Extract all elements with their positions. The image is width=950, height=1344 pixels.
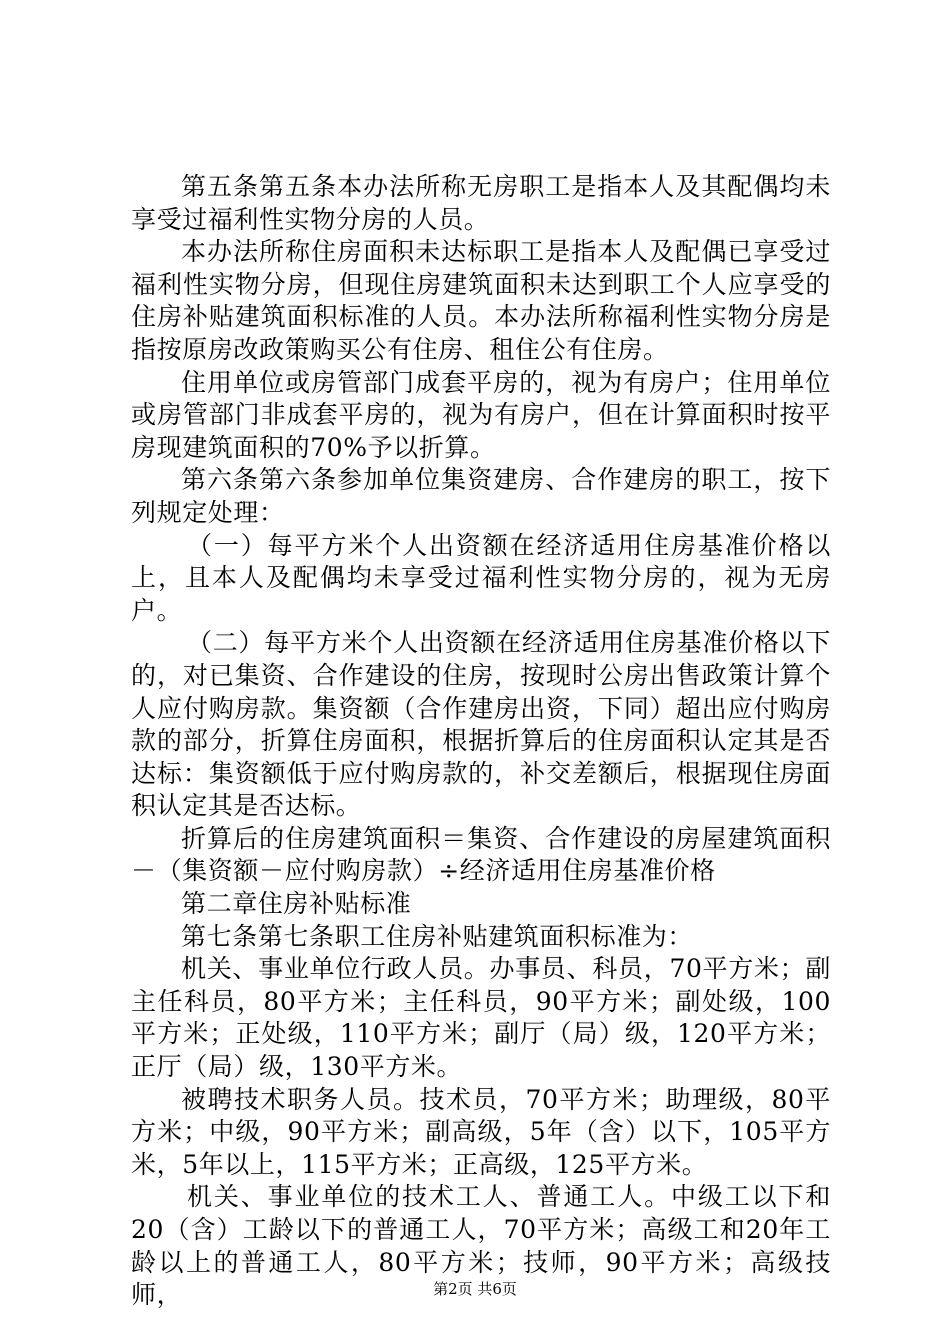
paragraph-workers: 机关、事业单位的技术工人、普通工人。中级工以下和20（含）工龄以下的普通工人，70平方米；高级工和20年工龄以上的普通工人，80平方米；技师，90平方米；高级技师， (131, 1182, 831, 1310)
page-footer: 第2页 共6页 (433, 1280, 517, 1298)
paragraph-article-6: 第六条第六条参加单位集资建房、合作建房的职工，按下列规定处理： (131, 465, 831, 527)
chapter-heading: 第二章住房补贴标准 (181, 889, 412, 919)
paragraph-area-definition: 本办法所称住房面积未达标职工是指本人及配偶已享受过福利性实物分房，但现住房建筑面积未达到职工个人应享受的住房补贴建筑面积标准的人员。本办法所称福利性实物分房是指按原房改政策购买公有住房、租住公有住房。 (131, 237, 831, 364)
paragraph-admin-staff: 机关、事业单位行政人员。办事员、科员，70平方米；副主任科员，80平方米；主任科员，90平方米；副处级，100平方米；正处级，110平方米；副厅（局）级，120平方米；正厅（局）级，130平方米。 (131, 954, 831, 1082)
paragraph-clause-2: （二）每平方米个人出资额在经济适用住房基准价格以下的，对已集资、合作建设的住房，按现时公房出售政策计算个人应付购房款。集资额（合作建房出资，下同）超出应付购房款的部分，折算住房面积，根据折算后的住房面积认定其是否达标：集资额低于应付购房款的，补交差额后，根据现住房面积认定其是否达标。 (131, 628, 831, 821)
document-body (131, 171, 831, 1312)
paragraph-formula: 折算后的住房建筑面积＝集资、合作建设的房屋建筑面积－（集资额－应付购房款）÷经济适用住房基准价格 (131, 823, 831, 886)
paragraph-clause-1: （一）每平方米个人出资额在经济适用住房基准价格以上，且本人及配偶均未享受过福利性实物分房的，视为无房户。 (131, 530, 831, 625)
paragraph-bungalow-rule: 住用单位或房管部门成套平房的，视为有房户；住用单位或房管部门非成套平房的，视为有房户，但在计算面积时按平房现建筑面积的70%予以折算。 (131, 367, 831, 462)
paragraph-article-5: 第五条第五条本办法所称无房职工是指本人及其配偶均未享受过福利性实物分房的人员。 (131, 172, 831, 234)
paragraph-technical-staff: 被聘技术职务人员。技术员，70平方米；助理级，80平方米；中级，90平方米；副高级，5年（含）以下，105平方米，5年以上，115平方米；正高级，125平方米。 (131, 1084, 831, 1179)
paragraph-article-7: 第七条第七条职工住房补贴建筑面积标准为： (181, 921, 694, 951)
